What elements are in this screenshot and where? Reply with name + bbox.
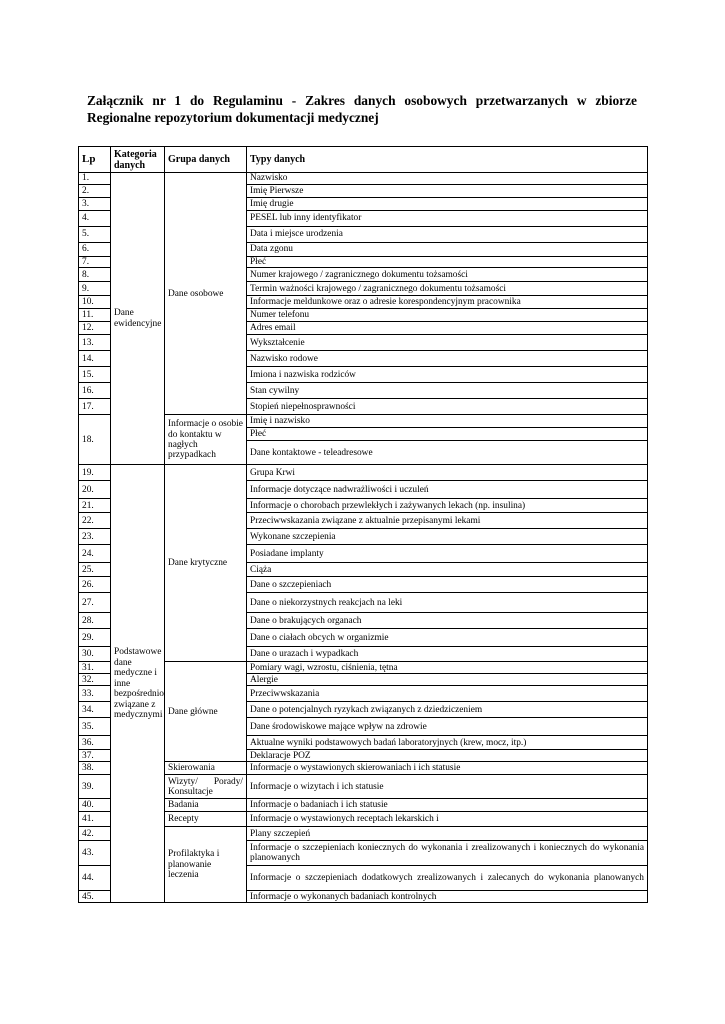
data-type-cell: Imię drugie	[247, 198, 648, 211]
header-kategoria: Kategoria danych	[111, 147, 165, 173]
data-type-cell: Informacje o wykonanych badaniach kontrolnych	[247, 891, 648, 903]
row-number: 28.	[79, 613, 111, 629]
data-type-cell: Dane środowiskowe mające wpływ na zdrowie	[247, 718, 648, 736]
row-number: 3.	[79, 198, 111, 211]
data-type-cell: Posiadane implanty	[247, 545, 648, 563]
data-type-cell: Imiona i nazwiska rodziców	[247, 367, 648, 383]
row-number: 11.	[79, 309, 111, 322]
row-number: 10.	[79, 296, 111, 309]
data-type-cell: Data zgonu	[247, 243, 648, 257]
row-number: 41.	[79, 812, 111, 827]
row-number: 19.	[79, 465, 111, 481]
row-number: 39.	[79, 775, 111, 799]
data-type-cell: Numer telefonu	[247, 309, 648, 322]
row-number: 35.	[79, 718, 111, 736]
data-type-cell: Informacje o szczepieniach dodatkowych zrealizowanych i zalecanych do wykonania planowanych	[247, 866, 648, 891]
table-row	[79, 465, 648, 481]
data-type-cell: Plany szczepień	[247, 827, 648, 841]
row-number: 40.	[79, 799, 111, 812]
table-row	[79, 662, 648, 674]
data-type-cell: Grupa Krwi	[247, 465, 648, 481]
row-number: 6.	[79, 243, 111, 257]
group-cell: Skierowania	[165, 762, 247, 775]
data-type-cell: Aktualne wyniki podstawowych badań laboratoryjnych (krew, mocz, itp.)	[247, 736, 648, 750]
data-type-cell: Wykonane szczepienia	[247, 529, 648, 545]
data-type-cell: Numer krajowego / zagranicznego dokumentu tożsamości	[247, 268, 648, 282]
data-type-cell: Nazwisko rodowe	[247, 351, 648, 367]
data-type-cell: Przeciwwskazania	[247, 686, 648, 702]
row-number: 5.	[79, 227, 111, 243]
table-row	[79, 799, 648, 812]
data-type-cell: Informacje o szczepieniach koniecznych do wykonania i zrealizowanych i koniecznych do wykonania planowanych	[247, 841, 648, 866]
data-type-cell: Płeć	[247, 428, 648, 441]
table-row	[79, 173, 648, 185]
row-number: 45.	[79, 891, 111, 903]
header-lp: Lp	[79, 147, 111, 173]
row-number: 30.	[79, 647, 111, 662]
data-type-cell: Płeć	[247, 257, 648, 268]
data-type-cell: Alergie	[247, 674, 648, 686]
data-type-cell: Informacje dotyczące nadwrażliwości i uczuleń	[247, 481, 648, 499]
data-type-cell: Stan cywilny	[247, 383, 648, 399]
group-cell: Informacje o osobie do kontaktu w nagłych przypadkach	[165, 415, 247, 465]
row-number: 42.	[79, 827, 111, 841]
row-number: 2.	[79, 185, 111, 198]
data-type-cell: Dane o ciałach obcych w organizmie	[247, 629, 648, 647]
row-number: 13.	[79, 335, 111, 351]
row-number: 44.	[79, 866, 111, 891]
data-type-cell: Informacje o wystawionych receptach lekarskich i	[247, 812, 648, 827]
group-cell: Dane główne	[165, 662, 247, 762]
data-type-cell: Dane o urazach i wypadkach	[247, 647, 648, 662]
row-number: 27.	[79, 593, 111, 613]
data-type-cell: Adres email	[247, 322, 648, 335]
category-cell: Dane ewidencyjne	[111, 173, 165, 465]
row-number: 22.	[79, 513, 111, 529]
data-type-cell: Data i miejsce urodzenia	[247, 227, 648, 243]
data-type-cell: Dane kontaktowe - teleadresowe	[247, 441, 648, 465]
table-row	[79, 812, 648, 827]
table-row	[79, 827, 648, 841]
table-row	[79, 415, 648, 428]
row-number: 12.	[79, 322, 111, 335]
group-cell: Dane krytyczne	[165, 465, 247, 662]
data-type-cell: Wykształcenie	[247, 335, 648, 351]
data-type-cell: Informacje o badaniach i ich statusie	[247, 799, 648, 812]
category-cell: Podstawowe dane medyczne i inne bezpośrednio związane z medycznymi	[111, 465, 165, 903]
row-number: 31.	[79, 662, 111, 674]
data-type-cell: Deklaracje POZ	[247, 750, 648, 762]
row-number: 18.	[79, 415, 111, 465]
data-type-cell: Termin ważności krajowego / zagranicznego dokumentu tożsamości	[247, 282, 648, 296]
row-number: 4.	[79, 211, 111, 227]
group-cell: Wizyty/ Porady/ Konsultacje	[165, 775, 247, 799]
data-type-cell: Ciąża	[247, 563, 648, 577]
data-type-cell: Przeciwwskazania związane z aktualnie przepisanymi lekami	[247, 513, 648, 529]
row-number: 1.	[79, 173, 111, 185]
page-title: Załącznik nr 1 do Regulaminu - Zakres danych osobowych przetwarzanych w zbiorze Regionalne repozytorium dokumentacji medycznej	[87, 93, 637, 125]
row-number: 34.	[79, 702, 111, 718]
row-number: 25.	[79, 563, 111, 577]
data-type-cell: PESEL lub inny identyfikator	[247, 211, 648, 227]
row-number: 9.	[79, 282, 111, 296]
table-row	[79, 775, 648, 799]
data-type-cell: Informacje o wystawionych skierowaniach i ich statusie	[247, 762, 648, 775]
row-number: 32.	[79, 674, 111, 686]
row-number: 24.	[79, 545, 111, 563]
row-number: 17.	[79, 399, 111, 415]
data-type-cell: Dane o szczepieniach	[247, 577, 648, 593]
row-number: 21.	[79, 499, 111, 513]
row-number: 14.	[79, 351, 111, 367]
group-cell: Recepty	[165, 812, 247, 827]
data-type-cell: Nazwisko	[247, 173, 648, 185]
data-type-cell: Informacje meldunkowe oraz o adresie korespondencyjnym pracownika	[247, 296, 648, 309]
row-number: 20.	[79, 481, 111, 499]
data-type-cell: Stopień niepełnosprawności	[247, 399, 648, 415]
row-number: 16.	[79, 383, 111, 399]
data-type-cell: Informacje o wizytach i ich statusie	[247, 775, 648, 799]
data-table	[78, 146, 648, 903]
row-number: 7.	[79, 257, 111, 268]
data-type-cell: Dane o potencjalnych ryzykach związanych z dziedziczeniem	[247, 702, 648, 718]
row-number: 26.	[79, 577, 111, 593]
group-cell: Badania	[165, 799, 247, 812]
row-number: 36.	[79, 736, 111, 750]
header-grupa: Grupa danych	[165, 147, 247, 173]
row-number: 43.	[79, 841, 111, 866]
group-cell: Dane osobowe	[165, 173, 247, 415]
data-type-cell: Pomiary wagi, wzrostu, ciśnienia, tętna	[247, 662, 648, 674]
row-number: 38.	[79, 762, 111, 775]
data-type-cell: Imię Pierwsze	[247, 185, 648, 198]
table-header-row	[79, 147, 648, 173]
row-number: 37.	[79, 750, 111, 762]
row-number: 29.	[79, 629, 111, 647]
row-number: 15.	[79, 367, 111, 383]
row-number: 23.	[79, 529, 111, 545]
data-type-cell: Imię i nazwisko	[247, 415, 648, 428]
row-number: 33.	[79, 686, 111, 702]
row-number: 8.	[79, 268, 111, 282]
table-row	[79, 762, 648, 775]
header-typy: Typy danych	[247, 147, 648, 173]
group-cell: Profilaktyka i planowanie leczenia	[165, 827, 247, 903]
data-type-cell: Dane o niekorzystnych reakcjach na leki	[247, 593, 648, 613]
data-type-cell: Dane o brakujących organach	[247, 613, 648, 629]
data-type-cell: Informacje o chorobach przewlekłych i zażywanych lekach (np. insulina)	[247, 499, 648, 513]
